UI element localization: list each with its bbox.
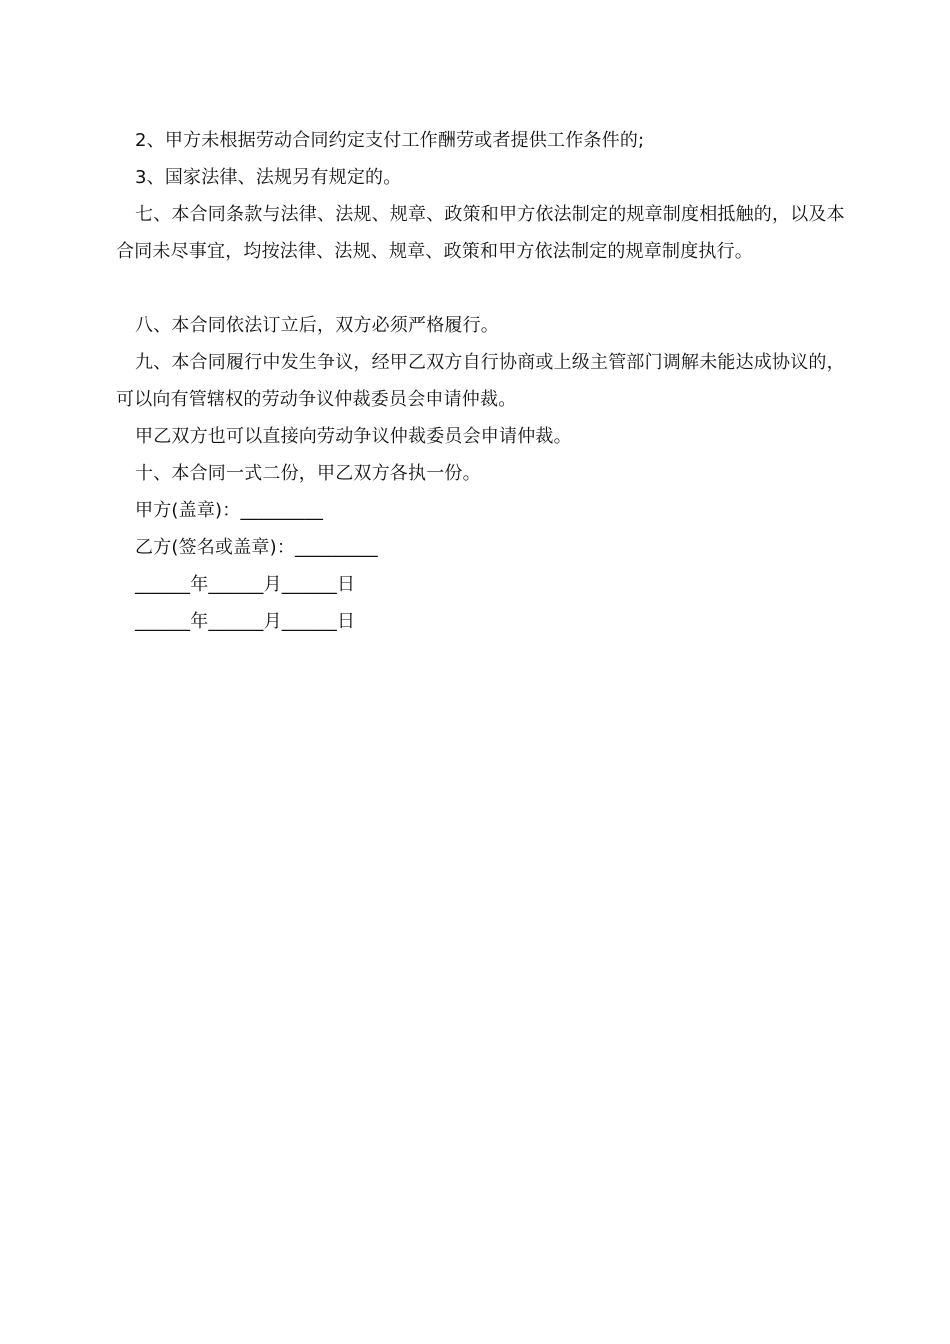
paragraph-gap: [116, 270, 856, 307]
clause-ten: 十、本合同一式二份，甲乙双方各执一份。: [135, 463, 481, 484]
document-body: [116, 122, 856, 640]
clause-nine: 九、本合同履行中发生争议，经甲乙双方自行协商或上级主管部门调解未能达成协议的，可以向有管辖权的劳动争议仲裁委员会申请仲裁。: [116, 352, 845, 410]
clause-eight: 八、本合同依法订立后，双方必须严格履行。: [135, 315, 499, 336]
date-line-a: ______年______月______日: [135, 574, 356, 595]
party-a-signature-line: 甲方(盖章)：_________: [135, 500, 324, 521]
party-b-signature-line: 乙方(签名或盖章)：_________: [135, 537, 378, 558]
clause-2: 2、甲方未根据劳动合同约定支付工作酬劳或者提供工作条件的;: [135, 130, 645, 151]
date-line-b: ______年______月______日: [135, 611, 356, 632]
clause-3: 3、国家法律、法规另有规定的。: [135, 167, 402, 188]
clause-seven: 七、本合同条款与法律、法规、规章、政策和甲方依法制定的规章制度相抵触的，以及本合同未尽事宜，均按法律、法规、规章、政策和甲方依法制定的规章制度执行。: [116, 204, 845, 262]
clause-nine-arbitration: 甲乙双方也可以直接向劳动争议仲裁委员会申请仲裁。: [135, 426, 572, 447]
